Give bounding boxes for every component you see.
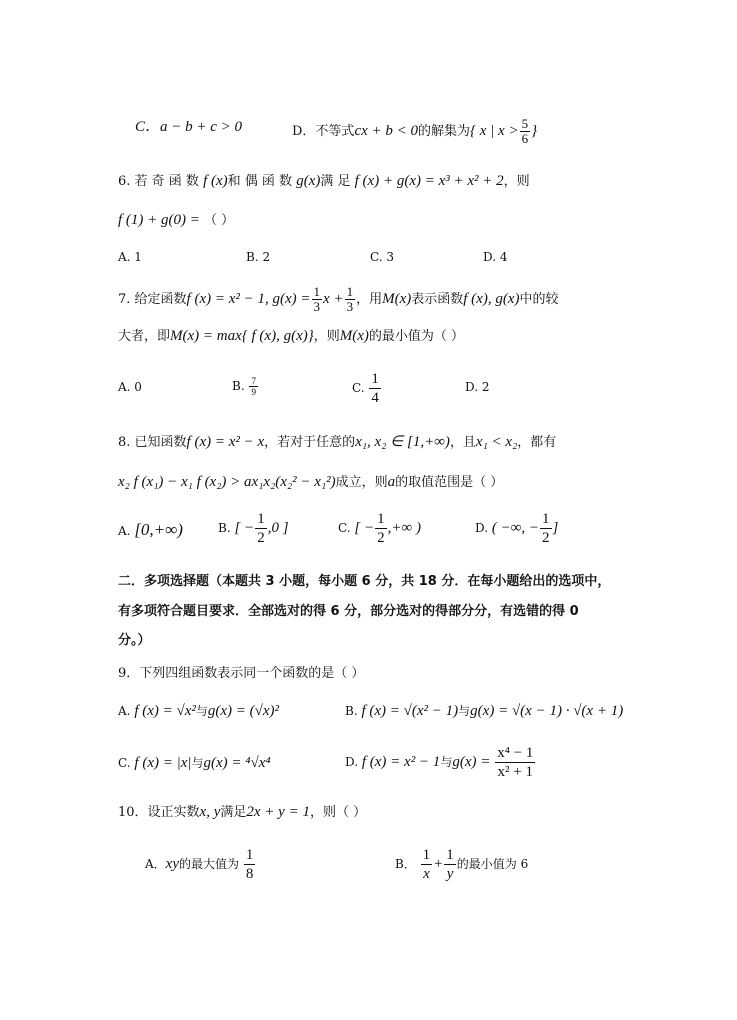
q10-a-label: A． (145, 857, 166, 871)
q6-then: ，则 (503, 174, 530, 189)
q5-d-frac-num: 5 (521, 116, 529, 131)
q8-opt-c-post: ,+∞ ) (387, 520, 421, 536)
q10-b-frac2 (444, 846, 456, 883)
q10-b-text: 的最小值为 6 (456, 857, 529, 871)
q6-and: 和 偶 函 数 (227, 174, 293, 189)
q6-blank: （ ） (204, 213, 235, 228)
q9-option-b (345, 702, 623, 720)
q9-d-f: f (x) = x² − 1 (361, 754, 441, 770)
section2-heading-line3: 分。） (118, 633, 151, 648)
q7-frac1-num: 1 (313, 284, 321, 299)
q8-opt-d-frac (540, 510, 552, 547)
q6-option-d: D. 4 (483, 250, 508, 264)
q9-b-with: 与 (458, 704, 471, 718)
q7-opt-b-label: B. (232, 379, 245, 393)
q7-frac2-den: 3 (346, 299, 354, 314)
q9-a-label: A. (118, 704, 131, 718)
q5-option-d (292, 117, 537, 146)
section2-heading-line2: 有多项符合题目要求．全部选对的得 6 分，部分选对的得部分分，有选错的得 0 (118, 604, 579, 619)
q8-function: f (x) = x² − x (186, 434, 265, 450)
q6-fx: f (x) (203, 173, 228, 189)
q8-opt-b-num: 1 (257, 511, 265, 527)
q7-b-post: 的最小值为（ ） (368, 329, 465, 344)
q8-opt-c-label: C. (338, 521, 351, 535)
q8-stem-line2 (118, 472, 503, 493)
q10-equation: 2x + y = 1 (246, 804, 310, 820)
q9-b-g: g(x) = √(x − 1) · √(x + 1) (470, 703, 624, 719)
q8-opt-c-frac (375, 510, 387, 547)
q6-gx: g(x) (296, 173, 321, 189)
q8-opt-b-label: B. (218, 521, 231, 535)
q9-c-f: f (x) = |x| (134, 755, 192, 771)
q7-post2: 表示函数 (411, 292, 464, 307)
q5-d-frac-den: 6 (521, 131, 529, 146)
q9-d-den: x² + 1 (497, 764, 534, 780)
q10-a-den: 8 (245, 866, 254, 882)
q8-opt-d-num: 1 (542, 511, 550, 527)
q8-opt-d-label: D. (475, 521, 489, 535)
q7-post: ，用 (356, 292, 383, 307)
q9-stem: 9．下列四组函数表示同一个函数的是（ ） (118, 666, 365, 681)
q9-a-with: 与 (195, 704, 208, 718)
q7-frac1-den: 3 (313, 299, 321, 314)
q10-b-n1: 1 (422, 847, 431, 863)
q5-d-fraction (520, 117, 531, 146)
q9-d-frac (495, 744, 535, 781)
q9-option-d (345, 744, 536, 781)
q8-mid2: ，且 (449, 435, 476, 450)
q8-opt-b-pre: [ − (234, 520, 255, 536)
q9-option-a (118, 702, 279, 720)
q8-inequality: x₂ f (x₁) − x₁ f (x₂) > ax₁x₂(x₂² − x₁²) (118, 474, 336, 490)
q10-a-frac (244, 846, 256, 883)
q8-b-post: 成立，则 (335, 475, 388, 490)
q8-stem-line1 (118, 432, 556, 453)
q7-option-b (232, 376, 259, 397)
q7-option-c (352, 370, 382, 407)
q5-d-mid: 的解集为 (418, 124, 471, 139)
q10-pre: 10．设正实数 (118, 805, 200, 820)
q7-opt-c-den: 4 (371, 390, 379, 406)
q6-option-b: B. 2 (246, 250, 271, 264)
q7-b-pre: 大者，即 (118, 329, 171, 344)
q7-frac-2 (345, 285, 356, 314)
q8-lt: x₁ < x₂ (475, 434, 518, 450)
q7-mid: x + (323, 291, 344, 307)
q7-frac-1 (312, 285, 323, 314)
q8-opt-a-label: A. (118, 524, 131, 538)
q10-b-frac1 (421, 846, 433, 883)
q7-opt-c-label: C. (352, 381, 365, 395)
q5-d-pre: D．不等式 (292, 124, 355, 139)
q6-option-c: C. 3 (370, 250, 395, 264)
q8-opt-b-post: ,0 ] (267, 520, 289, 536)
q8-opt-d-den: 2 (542, 530, 550, 546)
q7-stem-line1 (118, 285, 558, 314)
q10-b-n2: 1 (446, 847, 454, 863)
q8-a: a (387, 474, 396, 490)
q7-option-a: A. 0 (118, 380, 142, 394)
q10-a-xy: xy (165, 856, 179, 872)
q8-opt-b-den: 2 (257, 530, 265, 546)
q10-stem (118, 802, 366, 823)
q9-b-f: f (x) = √(x² − 1) (361, 703, 459, 719)
q10-post: ，则（ ） (309, 805, 367, 820)
q9-d-with: 与 (440, 755, 453, 769)
q10-a-text: 的最大值为 (179, 857, 240, 871)
q7-pre: 7. 给定函数 (118, 292, 187, 307)
q8-opt-b-frac (255, 510, 267, 547)
q7-opt-c-frac (369, 370, 381, 407)
q7-fg: f (x), g(x) (463, 291, 520, 307)
q9-a-g: g(x) = (√x)² (207, 703, 280, 719)
q10-a-num: 1 (245, 847, 254, 863)
q8-b-post2: 的取值范围是（ ） (395, 475, 504, 490)
q9-b-label: B. (345, 704, 358, 718)
q9-a-f: f (x) = √x² (134, 703, 196, 719)
q5-d-math: cx + b < 0 (354, 123, 418, 139)
q5-d-close: } (531, 123, 538, 139)
q8-opt-d-post: ] (552, 520, 559, 536)
q8-opt-c-num: 1 (377, 511, 385, 527)
q8-option-d (475, 510, 558, 547)
q7-option-d: D. 2 (465, 380, 490, 394)
q7-M: M(x) (382, 291, 412, 307)
q8-opt-c-pre: [ − (354, 520, 375, 536)
q5-d-set: { x | x > (470, 123, 519, 139)
q9-option-c (118, 754, 271, 772)
q8-option-a (118, 520, 183, 540)
q10-mid: 满足 (220, 805, 247, 820)
q8-opt-c-den: 2 (377, 530, 385, 546)
q8-mid: ，若对于任意的 (264, 435, 356, 450)
q6-equation: f (x) + g(x) = x³ + x² + 2 (354, 173, 504, 189)
q10-b-label: B． (395, 857, 416, 871)
q6-satisfy: 满 足 (320, 174, 351, 189)
section2-heading-line1: 二．多项选择题（本题共 3 小题，每小题 6 分，共 18 分．在每小题给出的选项中， (118, 574, 611, 589)
q10-option-b (395, 846, 528, 883)
q6-stem-line2 (118, 210, 234, 231)
q10-b-d1: x (423, 866, 430, 882)
q7-opt-b-num: 7 (251, 376, 256, 386)
q8-option-c (338, 510, 421, 547)
q6-option-a: A. 1 (118, 250, 142, 264)
q8-pre: 8. 已知函数 (118, 435, 187, 450)
q9-c-g: g(x) = ⁴√x⁴ (203, 755, 271, 771)
q9-c-with: 与 (191, 756, 204, 770)
q10-b-plus: + (433, 856, 444, 872)
q9-d-g: g(x) = (452, 754, 491, 770)
q7-opt-b-den: 9 (251, 387, 256, 397)
q7-opt-c-num: 1 (371, 371, 379, 387)
q10-option-a (145, 846, 256, 883)
q9-c-label: C. (118, 756, 131, 770)
q7-b-M: M(x) (339, 328, 369, 344)
q8-post: ，都有 (517, 435, 557, 450)
q5-option-c (135, 117, 242, 138)
q7-stem-line2 (118, 326, 464, 347)
q7-opt-b-frac (249, 376, 258, 397)
q7-post3: 中的较 (519, 292, 559, 307)
q5-c-text: C．a − b + c > 0 (135, 119, 243, 135)
q10-b-d2: y (446, 866, 454, 882)
q6-expression: f (1) + g(0) = (118, 212, 200, 228)
q7-max: M(x) = max{ f (x), g(x)} (170, 328, 314, 344)
q8-opt-a-value: [0,+∞) (134, 520, 183, 539)
q8-option-b (218, 510, 289, 547)
q6-stem-line1 (118, 171, 530, 192)
q7-frac2-num: 1 (346, 284, 354, 299)
q8-opt-d-pre: ( −∞, − (491, 520, 540, 536)
q10-xy: x, y (199, 804, 221, 820)
q7-functions: f (x) = x² − 1, g(x) = (186, 291, 311, 307)
q9-d-num: x⁴ − 1 (497, 745, 534, 761)
q8-domain: x₁, x₂ ∈ [1,+∞) (355, 434, 450, 450)
q7-b-mid: ，则 (313, 329, 340, 344)
q9-d-label: D. (345, 755, 359, 769)
q6-stem-a: 6. 若 奇 函 数 (118, 174, 199, 189)
